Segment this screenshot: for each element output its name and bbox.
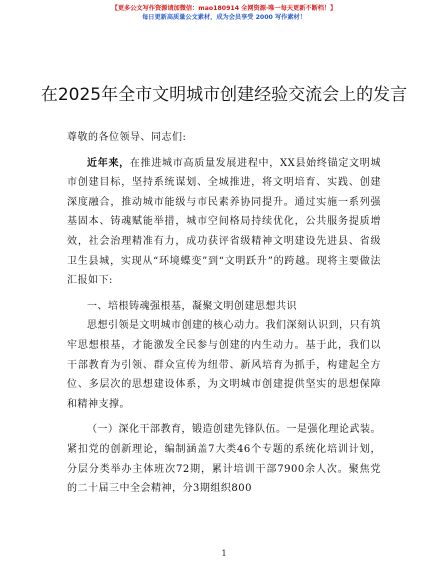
document-title: 在2025年全市文明城市创建经验交流会上的发言: [40, 85, 408, 105]
subsection-1-paragraph: （一）深化干部教育，锻造创建先锋队伍。一是强化理论武装。紧扣党的创新理论，编制涵盖7大类46个专题的系统化培训计划，分层分类举办主体班次72期，累计培训干部7900余人次。聚焦党的二十届三中全会精神，分3期组织800: [67, 424, 381, 495]
salutation: 尊敬的各位领导、同志们:: [67, 132, 187, 143]
promo-banner: [0, 4, 448, 22]
promo-line-1: 【更多公文写作资源请加微信：mao180914 全网资源·唯一每天更新不断档！】: [111, 5, 337, 12]
section-heading-1: 一、培根铸魂强根基，凝聚文明创建思想共识: [87, 300, 297, 312]
page-number: 1: [221, 549, 227, 558]
intro-paragraph: [67, 154, 381, 291]
promo-line-2: 每日更新高质量公文素材，成为会员享受 2000 写作素材！: [142, 14, 306, 21]
intro-lead: 近年来，: [87, 157, 130, 169]
section-1-paragraph: 思想引领是文明城市创建的核心动力。我们深刻认识到，只有筑牢思想根基，才能激发全民参与创建的内生动力。基于此，我们以干部教育为引领、群众宣传为纽带、新风培育为抓手，构建起全方位、多层次的思想建设体系，为文明城市创建提供坚实的思想保障和精神支撑。: [67, 320, 381, 410]
document-body: [67, 128, 381, 499]
intro-text: 在推进城市高质量发展进程中，XX县始终锚定文明城市创建目标，坚持系统谋划、全城推进，将文明培育、实践、创建深度融合，推动城市能级与市民素养协同提升。通过实施一系列强基固本、铸魂赋能举措，城市空间格局持续优化，公共服务提质增效，社会治理精准有力，成功获评省级精神文明建设先进县、省级卫生县城，实现从“环境蝶变”到“文明跃升”的跨越。现将主要做法汇报如下:: [67, 157, 381, 287]
